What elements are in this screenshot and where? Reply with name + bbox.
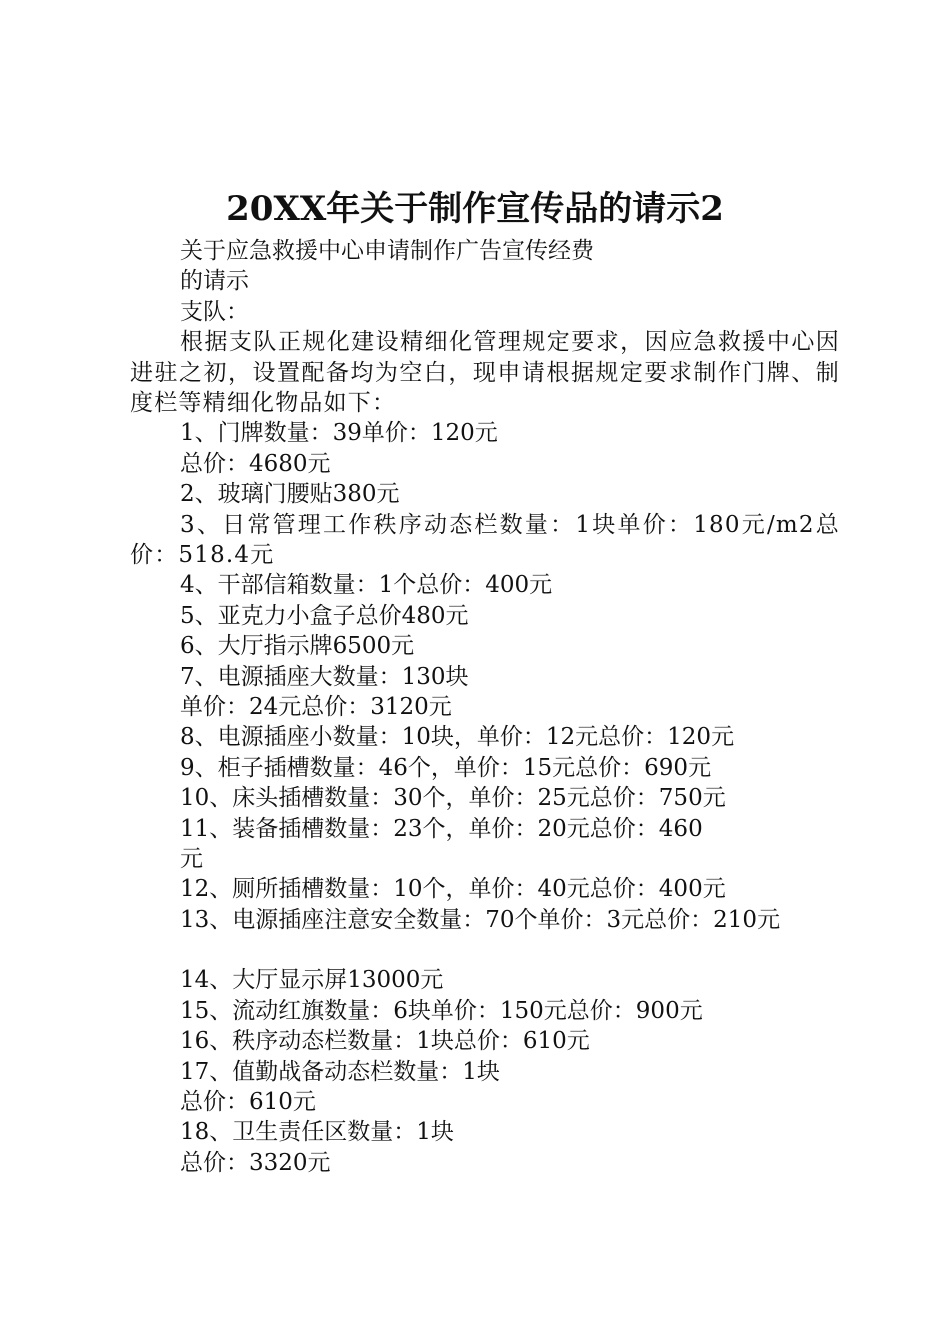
document-title: 20XX年关于制作宣传品的请示2 <box>226 189 724 229</box>
blank-line <box>130 935 840 965</box>
item-line: 15、流动红旗数量：6块单价：150元总价：900元 <box>180 997 703 1024</box>
item-line: 11、装备插槽数量：23个，单价：20元总价：460 <box>180 815 703 842</box>
item-line: 总价：4680元 <box>180 450 331 477</box>
subject-line-2: 的请示 <box>180 268 249 295</box>
item-line: 6、大厅指示牌6500元 <box>180 633 415 660</box>
item-line: 17、值勤战备动态栏数量：1块 <box>180 1058 500 1085</box>
item-line: 18、卫生责任区数量：1块 <box>180 1119 454 1146</box>
item-line: 9、柜子插槽数量：46个，单价：15元总价：690元 <box>180 754 712 781</box>
salutation: 支队： <box>180 298 249 325</box>
item-line: 总价：610元 <box>180 1089 316 1116</box>
item-line: 5、亚克力小盒子总价480元 <box>180 602 469 629</box>
item-line: 单价：24元总价：3120元 <box>180 693 452 720</box>
item-line: 10、床头插槽数量：30个，单价：25元总价：750元 <box>180 785 726 812</box>
item-line: 1、门牌数量：39单价：120元 <box>180 420 498 447</box>
item-line: 13、电源插座注意安全数量：70个单价：3元总价：210元 <box>180 906 781 933</box>
item-line: 8、电源插座小数量：10块，单价：12元总价：120元 <box>180 724 735 751</box>
item-line: 3、日常管理工作秩序动态栏数量：1块单价：180元/m2总价：518.4元 <box>130 511 840 568</box>
item-line: 12、厕所插槽数量：10个，单价：40元总价：400元 <box>180 876 726 903</box>
intro-paragraph: 根据支队正规化建设精细化管理规定要求，因应急救援中心因进驻之初，设置配备均为空白，现申请根据规定要求制作门牌、制度栏等精细化物品如下： <box>130 329 840 416</box>
item-line: 16、秩序动态栏数量：1块总价：610元 <box>180 1028 590 1055</box>
subject-line-1: 关于应急救援中心申请制作广告宣传经费 <box>180 238 594 264</box>
item-line: 元 <box>180 845 203 872</box>
item-line: 2、玻璃门腰贴380元 <box>180 481 400 508</box>
item-line: 14、大厅显示屏13000元 <box>180 967 444 994</box>
item-line: 4、干部信箱数量：1个总价：400元 <box>180 572 553 599</box>
item-line: 7、电源插座大数量：130块 <box>180 663 469 690</box>
item-line: 总价：3320元 <box>180 1149 331 1176</box>
document-body <box>130 236 840 1178</box>
